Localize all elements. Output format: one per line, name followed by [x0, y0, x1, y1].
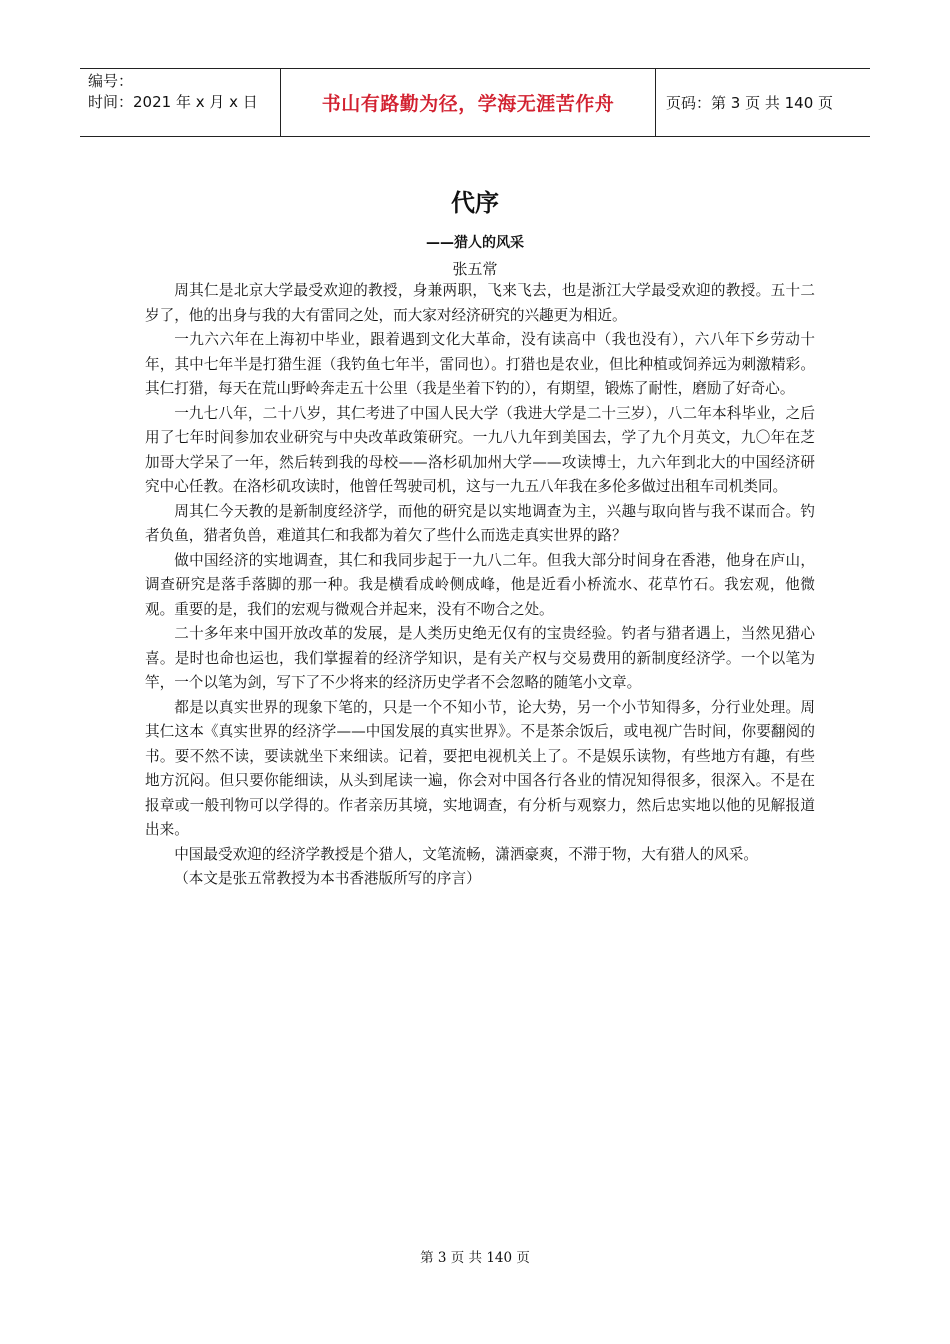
header-page-label: 页码：第 3 页 共 140 页	[666, 94, 834, 112]
body-text	[145, 279, 815, 892]
author-name: 张五常	[452, 260, 498, 278]
page-title: 代序	[451, 189, 499, 217]
paragraph: 二十多年来中国开放改革的发展，是人类历史绝无仅有的宝贵经验。钓者与猎者遇上，当然见猎心喜。是时也命也运也，我们掌握着的经济学知识，是有关产权与交易费用的新制度经济学。一个以笔为竿，一个以笔为剑，写下了不少将来的经济历史学者不会忽略的随笔小文章。	[145, 625, 815, 691]
document-number-label: 编号：	[88, 72, 134, 90]
header-motto: 书山有路勤为径，学海无涯苦作舟	[281, 69, 656, 136]
header-meta	[80, 69, 281, 136]
paragraph: 做中国经济的实地调查，其仁和我同步起于一九八二年。但我大部分时间身在香港，他身在庐山，调查研究是落手落脚的那一种。我是横看成岭侧成峰，他是近看小桥流水、花草竹石。我宏观，他微观。重要的是，我们的宏观与微观合并起来，没有不吻合之处。	[145, 551, 815, 618]
paragraph: 一九六六年在上海初中毕业，跟着遇到文化大革命，没有读高中（我也没有），六八年下乡劳动十年，其中七年半是打猎生涯（我钓鱼七年半，雷同也）。打猎也是农业，但比种植或饲养远为刺激精彩。其仁打猎，每天在荒山野岭奔走五十公里（我是坐着下钓的），有期望，锻炼了耐性，磨励了好奇心。	[145, 331, 815, 397]
page-header	[80, 68, 870, 137]
paragraph: 都是以真实世界的现象下笔的，只是一个不知小节，论大势，另一个小节知得多，分行业处理。周其仁这本《真实世界的经济学——中国发展的真实世界》。不是茶余饭后，或电视广告时间，你要翻阅的书。要不然不读，要读就坐下来细读。记着，要把电视机关上了。不是娱乐读物，有些地方有趣，有些地方沉闷。但只要你能细读，从头到尾读一遍，你会对中国各行各业的情况知得很多，很深入。不是在报章或一般刊物可以学得的。作者亲历其境，实地调查，有分析与观察力，然后忠实地以他的见解报道出来。	[145, 698, 815, 838]
paragraph: 中国最受欢迎的经济学教授是个猎人，文笔流畅，潇洒豪爽，不滞于物，大有猎人的风采。	[174, 845, 758, 863]
paragraph: 一九七八年，二十八岁，其仁考进了中国人民大学（我进大学是二十三岁），八二年本科毕业，之后用了七年时间参加农业研究与中央改革政策研究。一九八九年到美国去，学了九个月英文，九〇年在芝加哥大学呆了一年，然后转到我的母校——洛杉矶加州大学——攻读博士，九六年到北大的中国经济研究中心任教。在洛杉矶攻读时，他曾任驾驶司机，这与一九五八年我在多伦多做过出租车司机类同。	[145, 404, 815, 495]
page-footer: 第 3 页 共 140 页	[420, 1250, 530, 1266]
paragraph: 周其仁是北京大学最受欢迎的教授，身兼两职，飞来飞去，也是浙江大学最受欢迎的教授。五十二岁了，他的出身与我的大有雷同之处，而大家对经济研究的兴趣更为相近。	[145, 282, 815, 324]
page-subtitle: ——猎人的风采	[426, 235, 524, 251]
document-time-label: 时间：2021 年 x 月 x 日	[88, 93, 258, 111]
paragraph-note: （本文是张五常教授为本书香港版所写的序言）	[174, 870, 481, 887]
paragraph: 周其仁今天教的是新制度经济学，而他的研究是以实地调查为主，兴趣与取向皆与我不谋而合。钓者负鱼，猎者负兽，难道其仁和我都为着欠了些什么而选走真实世界的路？	[145, 502, 815, 544]
